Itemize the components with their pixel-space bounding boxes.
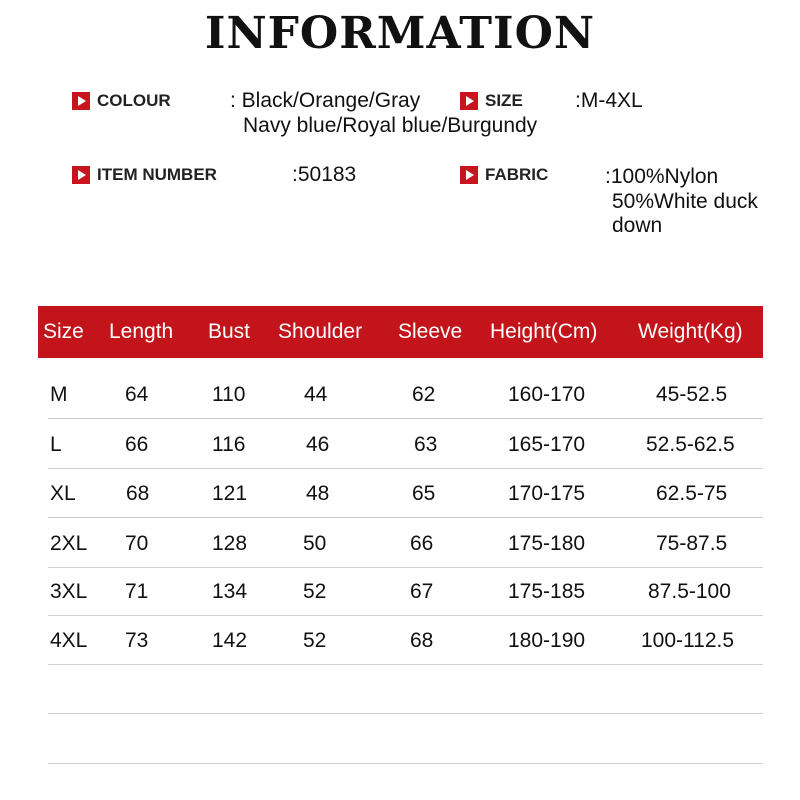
row-divider bbox=[48, 418, 763, 419]
cell-weight: 87.5-100 bbox=[648, 580, 731, 603]
triangle-bullet-icon bbox=[72, 92, 90, 110]
cell-sleeve: 65 bbox=[412, 482, 436, 505]
cell-length: 66 bbox=[125, 433, 149, 456]
header-weight: Weight(Kg) bbox=[638, 320, 743, 343]
triangle-bullet-icon bbox=[460, 166, 478, 184]
cell-length: 73 bbox=[125, 629, 149, 652]
cell-weight: 75-87.5 bbox=[656, 532, 728, 555]
triangle-bullet-icon bbox=[72, 166, 90, 184]
row-divider bbox=[48, 664, 763, 665]
item-number-label: ITEM NUMBER bbox=[97, 165, 217, 184]
cell-sleeve: 63 bbox=[414, 433, 438, 456]
cell-size: 3XL bbox=[50, 580, 88, 603]
empty-row-divider bbox=[48, 713, 763, 714]
table-row bbox=[38, 420, 763, 469]
cell-size: XL bbox=[50, 482, 76, 505]
cell-weight: 62.5-75 bbox=[656, 482, 728, 505]
page-title: INFORMATION bbox=[204, 8, 596, 59]
cell-length: 64 bbox=[125, 383, 149, 406]
colour-value-line1: : Black/Orange/Gray bbox=[230, 89, 421, 112]
cell-length: 71 bbox=[125, 580, 149, 603]
cell-length: 70 bbox=[125, 532, 149, 555]
cell-bust: 110 bbox=[212, 383, 246, 406]
item-number-value: :50183 bbox=[292, 163, 357, 186]
fabric-label: FABRIC bbox=[485, 165, 549, 184]
cell-bust: 128 bbox=[212, 532, 248, 555]
fabric-value-line3: down bbox=[612, 214, 663, 237]
cell-height: 170-175 bbox=[508, 482, 586, 505]
cell-sleeve: 68 bbox=[410, 629, 434, 652]
cell-shoulder: 52 bbox=[303, 580, 327, 603]
cell-shoulder: 44 bbox=[304, 383, 328, 406]
cell-shoulder: 52 bbox=[303, 629, 327, 652]
empty-row-divider bbox=[48, 763, 763, 764]
colour-label: COLOUR bbox=[97, 91, 171, 110]
cell-height: 175-180 bbox=[508, 532, 586, 555]
cell-weight: 45-52.5 bbox=[656, 383, 728, 406]
fabric-value-line1: :100%Nylon bbox=[605, 165, 719, 188]
table-row bbox=[38, 469, 763, 518]
cell-height: 180-190 bbox=[508, 629, 586, 652]
cell-sleeve: 62 bbox=[412, 383, 436, 406]
size-label: SIZE bbox=[485, 91, 523, 110]
cell-size: L bbox=[50, 433, 62, 456]
cell-height: 165-170 bbox=[508, 433, 586, 456]
table-row bbox=[38, 567, 763, 616]
cell-bust: 134 bbox=[212, 580, 248, 603]
header-sleeve: Sleeve bbox=[398, 320, 463, 343]
cell-shoulder: 48 bbox=[306, 482, 330, 505]
header-bust: Bust bbox=[208, 320, 251, 343]
cell-length: 68 bbox=[126, 482, 150, 505]
cell-weight: 52.5-62.5 bbox=[646, 433, 735, 456]
table-row bbox=[38, 616, 763, 665]
cell-shoulder: 50 bbox=[303, 532, 327, 555]
cell-bust: 121 bbox=[212, 482, 248, 505]
cell-size: 4XL bbox=[50, 629, 88, 652]
cell-height: 175-185 bbox=[508, 580, 586, 603]
size-value: :M-4XL bbox=[575, 89, 643, 112]
cell-height: 160-170 bbox=[508, 383, 586, 406]
cell-bust: 142 bbox=[212, 629, 248, 652]
size-table-header bbox=[38, 306, 763, 358]
cell-weight: 100-112.5 bbox=[641, 629, 735, 652]
cell-sleeve: 67 bbox=[410, 580, 434, 603]
cell-sleeve: 66 bbox=[410, 532, 434, 555]
cell-size: 2XL bbox=[50, 532, 88, 555]
fabric-value-line2: 50%White duck bbox=[612, 190, 758, 213]
header-length: Length bbox=[109, 320, 174, 343]
header-height: Height(Cm) bbox=[490, 320, 598, 343]
colour-value-line2: Navy blue/Royal blue/Burgundy bbox=[243, 114, 538, 137]
table-row bbox=[38, 519, 763, 568]
cell-size: M bbox=[50, 383, 68, 406]
triangle-bullet-icon bbox=[460, 92, 478, 110]
row-divider bbox=[48, 517, 763, 518]
header-shoulder: Shoulder bbox=[278, 320, 363, 343]
cell-bust: 116 bbox=[212, 433, 246, 456]
table-row bbox=[38, 370, 763, 419]
header-size: Size bbox=[43, 320, 84, 343]
cell-shoulder: 46 bbox=[306, 433, 330, 456]
